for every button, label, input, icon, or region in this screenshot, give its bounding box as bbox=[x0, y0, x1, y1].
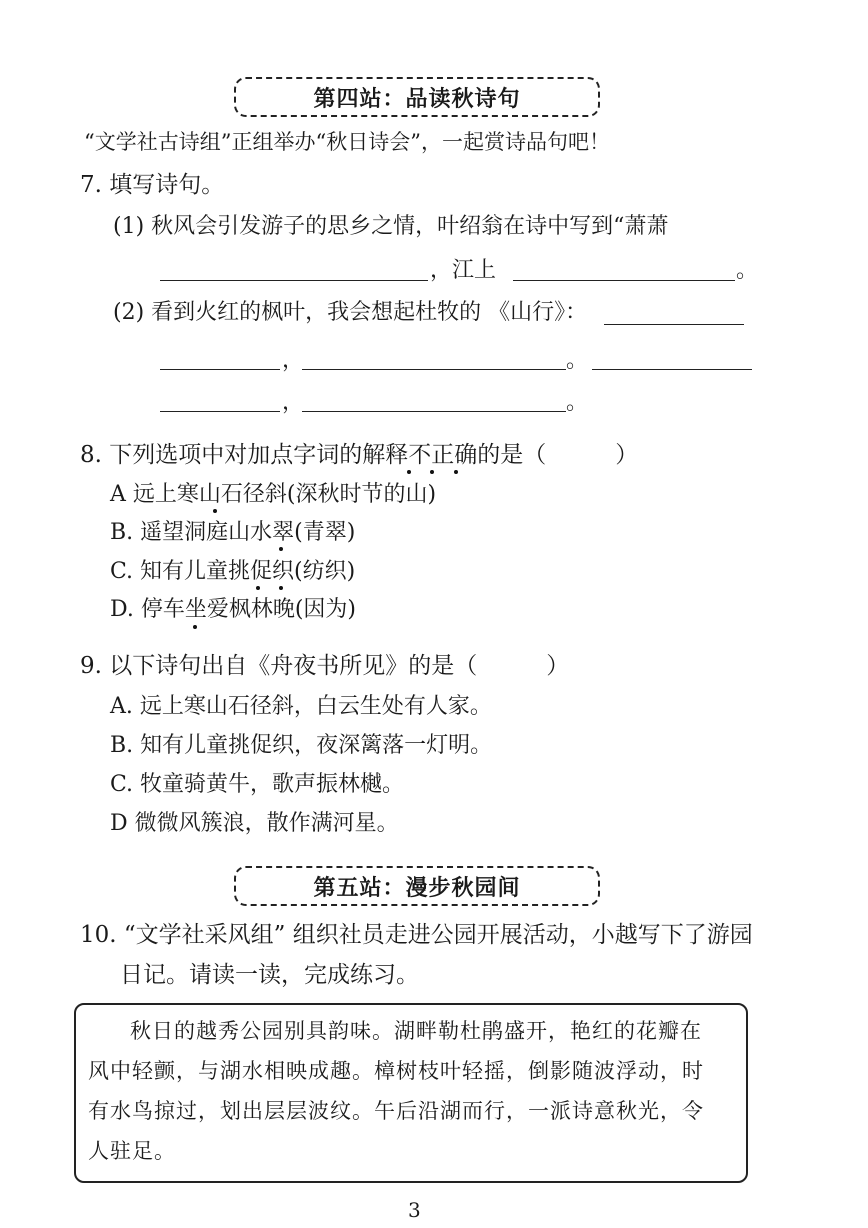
q7-part2-comma-2: ， bbox=[282, 390, 305, 415]
emphasis-dot bbox=[213, 509, 217, 513]
emphasis-dot bbox=[407, 470, 411, 474]
q7-part1-comma-text: ，江上 bbox=[430, 258, 497, 283]
diary-line: 秋日的越秀公园别具韵味。湖畔勒杜鹃盛开，艳红的花瓣在 bbox=[130, 1019, 702, 1043]
q9-option-d[interactable]: D 微微风簇浪，散作满河星。 bbox=[110, 811, 399, 836]
q7-part2-blank-6[interactable] bbox=[302, 411, 566, 412]
q10-prompt-line-2: 日记。请读一读，完成练习。 bbox=[120, 962, 419, 988]
q9-option-c[interactable]: C. 牧童骑黄牛，歌声振林樾。 bbox=[110, 772, 405, 797]
q7-part2-period-1: 。 bbox=[566, 348, 589, 373]
q7-part2-blank-2[interactable] bbox=[160, 369, 280, 370]
intro-text: “文学社古诗组”正组举办“秋日诗会”，一起赏诗品句吧！ bbox=[84, 130, 610, 154]
diary-line: 人驻足。 bbox=[88, 1139, 176, 1163]
q8-option-c[interactable]: C. 知有儿童挑促织(纺织) bbox=[110, 559, 356, 584]
q7-part2-blank-4[interactable] bbox=[592, 369, 752, 370]
q8-option-a[interactable]: A 远上寒山石径斜(深秋时节的山) bbox=[110, 482, 437, 507]
q7-part1-blank-1[interactable] bbox=[160, 280, 428, 281]
q8-option-d[interactable]: D. 停车坐爱枫林晚(因为) bbox=[110, 597, 357, 622]
station-4-title: 第四站：品读秋诗句 bbox=[234, 77, 600, 117]
diary-line: 有水鸟掠过，划出层层波纹。午后沿湖而行，一派诗意秋光，令 bbox=[88, 1099, 704, 1123]
q7-part2-blank-3[interactable] bbox=[302, 369, 566, 370]
q10-prompt-line-1: 10. “文学社采风组” 组织社员走进公园开展活动，小越写下了游园 bbox=[80, 922, 753, 948]
q9-option-b[interactable]: B. 知有儿童挑促织，夜深篱落一灯明。 bbox=[110, 733, 493, 758]
q7-label: 7. 填写诗句。 bbox=[80, 172, 225, 198]
q7-part2-text: (2) 看到火红的枫叶，我会想起杜牧的 《山行》： bbox=[113, 300, 588, 325]
q8-option-b[interactable]: B. 遥望洞庭山水翠(青翠) bbox=[110, 520, 356, 545]
diary-box bbox=[74, 1003, 748, 1183]
q7-part1-end: 。 bbox=[736, 258, 759, 283]
station-5-title: 第五站：漫步秋园间 bbox=[234, 866, 600, 906]
q7-part2-blank-5[interactable] bbox=[160, 411, 280, 412]
q7-part2-blank-1[interactable] bbox=[604, 324, 744, 325]
emphasis-dot bbox=[279, 586, 283, 590]
q8-label: 8. 下列选项中对加点字词的解释不正确的是（ ） bbox=[80, 442, 639, 468]
page-number: 3 bbox=[408, 1198, 421, 1222]
emphasis-dot bbox=[193, 625, 197, 629]
q7-part1-blank-2[interactable] bbox=[513, 280, 735, 281]
emphasis-dot bbox=[279, 547, 283, 551]
q7-part1-text: (1) 秋风会引发游子的思乡之情，叶绍翁在诗中写到“萧萧 bbox=[113, 214, 669, 239]
emphasis-dot bbox=[256, 586, 260, 590]
q7-part2-period-2: 。 bbox=[566, 390, 589, 415]
q7-part2-comma-1: ， bbox=[282, 348, 305, 373]
diary-line: 风中轻颤，与湖水相映成趣。樟树枝叶轻摇，倒影随波浮动，时 bbox=[88, 1059, 704, 1083]
emphasis-dot bbox=[430, 470, 434, 474]
q9-option-a[interactable]: A. 远上寒山石径斜，白云生处有人家。 bbox=[110, 694, 492, 719]
emphasis-dot bbox=[454, 470, 458, 474]
q9-label: 9. 以下诗句出自《舟夜书所见》的是（ ） bbox=[80, 653, 570, 679]
